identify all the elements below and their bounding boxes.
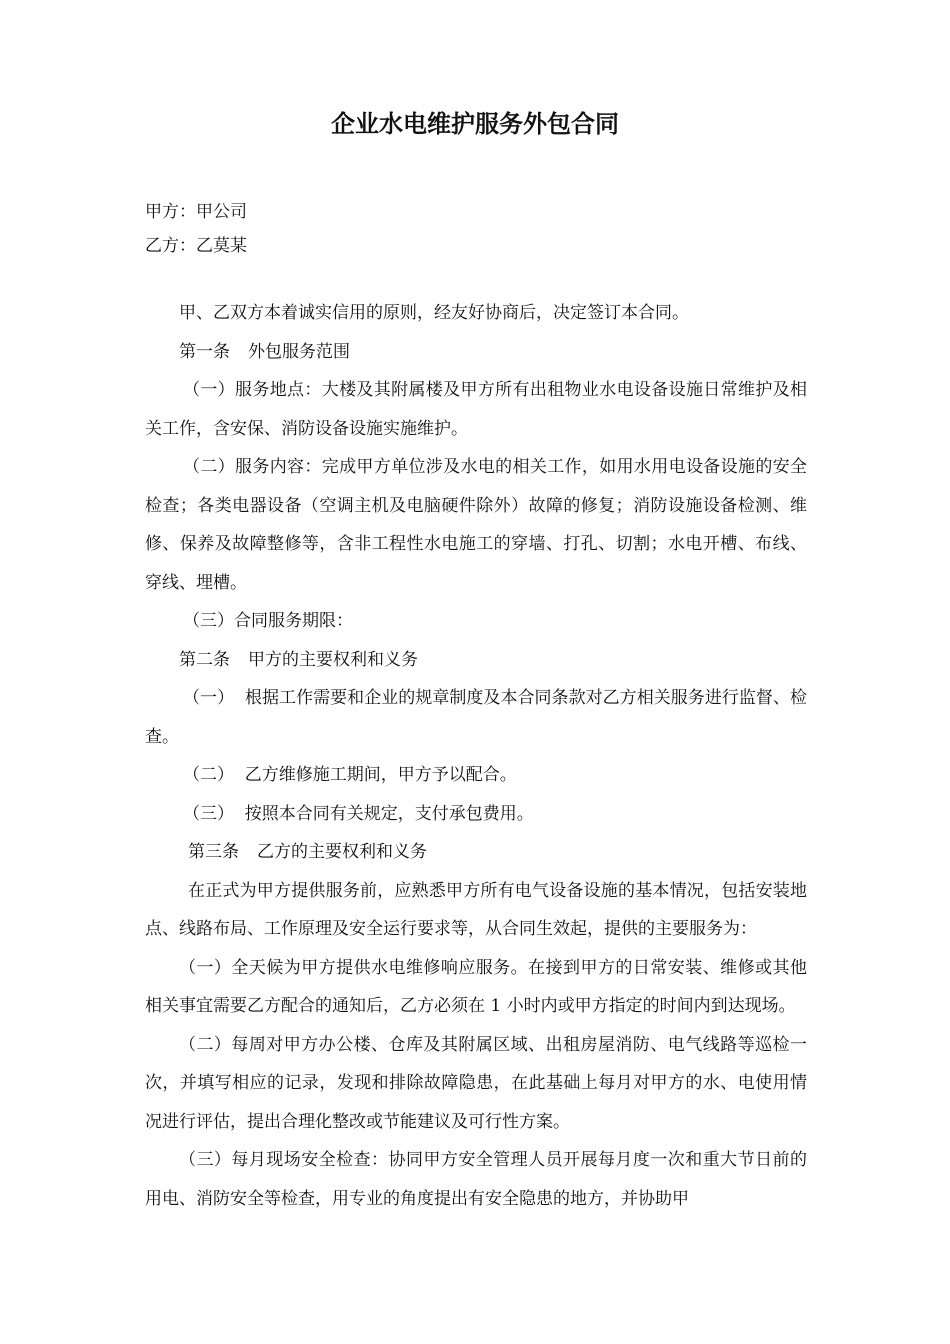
intro-paragraph: 甲、乙双方本着诚实信用的原则，经友好协商后，决定签订本合同。 [179, 303, 689, 323]
article-2-item-3: （三） 按照本合同有关规定，支付承包费用。 [183, 803, 534, 824]
document-title: 企业水电维护服务外包合同 [331, 110, 619, 138]
party-a: 甲方：甲公司 [145, 202, 247, 222]
article-1-title: 外包服务范围 [248, 341, 350, 362]
contract-body [145, 294, 807, 1218]
article-2-item-2: （二） 乙方维修施工期间，甲方予以配合。 [183, 765, 517, 785]
article-2-item-1: （一） 根据工作需要和企业的规章制度及本合同条款对乙方相关服务进行监督、检查。 [145, 688, 807, 747]
party-b: 乙方：乙莫某 [145, 236, 247, 256]
article-3-title: 乙方的主要权利和义务 [257, 842, 427, 862]
article-3-item-2: （二）每周对甲方办公楼、仓库及其附属区域、出租房屋消防、电气线路等巡检一次，并填写相应的记录，发现和排除故障隐患，在此基础上每月对甲方的水、电使用情况进行评估，提出合理化整改或节能建议及可行性方案。 [145, 1034, 807, 1132]
article-3-lead: 在正式为甲方提供服务前，应熟悉甲方所有电气设备设施的基本情况，包括安装地点、线路布局、工作原理及安全运行要求等，从合同生效起，提供的主要服务为： [145, 880, 807, 939]
article-3-item-3: （三）每月现场安全检查：协同甲方安全管理人员开展每月度一次和重大节日前的用电、消防安全等检查，用专业的角度提出有安全隐患的地方，并协助甲 [145, 1150, 807, 1209]
article-2-number: 第二条 [179, 649, 230, 670]
article-1-item-3: （三）合同服务期限： [183, 611, 353, 631]
article-3-item-1: （一）全天候为甲方提供水电维修响应服务。在接到甲方的日常安装、维修或其他相关事宜需要乙方配合的通知后，乙方必须在 1 小时内或甲方指定的时间内到达现场。 [145, 957, 807, 1016]
article-1-item-1: （一）服务地点：大楼及其附属楼及甲方所有出租物业水电设备设施日常维护及相关工作，含安保、消防设备设施实施维护。 [145, 380, 807, 439]
article-3-heading [145, 833, 807, 872]
article-3-number: 第三条 [188, 842, 239, 862]
article-1-heading [145, 333, 807, 372]
article-1-number: 第一条 [179, 341, 230, 362]
article-2-title: 甲方的主要权利和义务 [248, 649, 418, 670]
article-1-item-2: （二）服务内容：完成甲方单位涉及水电的相关工作，如用水用电设备设施的安全检查；各类电器设备（空调主机及电脑硬件除外）故障的修复；消防设施设备检测、维修、保养及故障整修等，含非工程性水电施工的穿墙、打孔、切割；水电开槽、布线、穿线、埋槽。 [145, 457, 807, 593]
article-2-heading [145, 641, 807, 680]
